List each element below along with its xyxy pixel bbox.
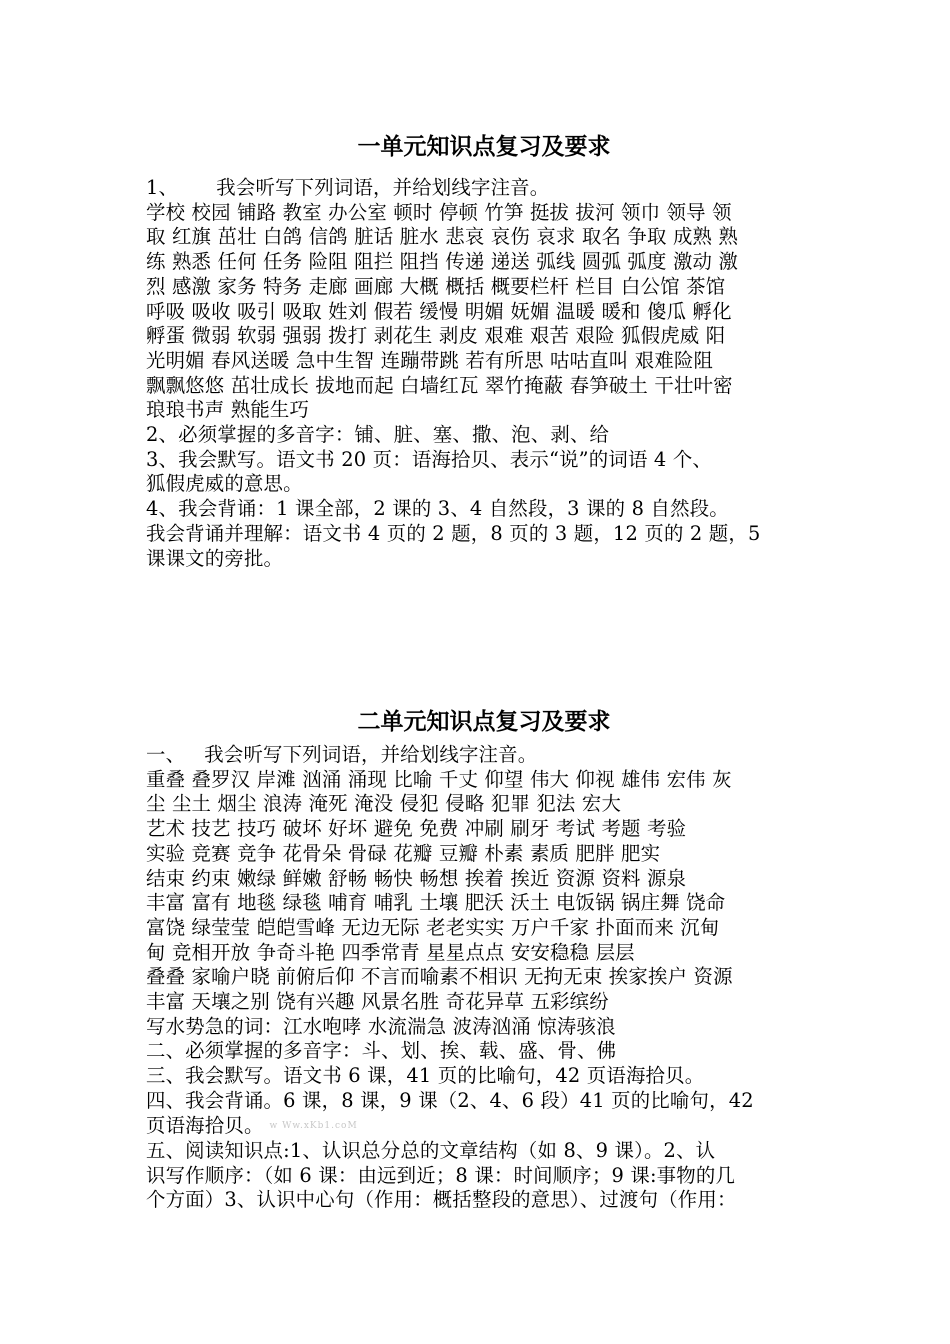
- unit1-line: 学校 校园 铺路 教室 办公室 顿时 停顿 竹笋 挺拔 拔河 领巾 领导 领: [146, 200, 732, 224]
- unit2-line: [146, 1114, 812, 1139]
- unit1-line: 琅琅书声 熟能生巧: [146, 398, 310, 422]
- unit2-line: 写水势急的词：江水咆哮 水流湍急 波涛汹涌 惊涛骇浪: [146, 1014, 616, 1038]
- unit1-line: 光明媚 春风送暖 急中生智 连蹦带跳 若有所思 咕咕直叫 艰难险阻: [146, 348, 714, 372]
- unit1-line: 2、必须掌握的多音字：铺、脏、塞、撒、泡、剥、给: [146, 423, 610, 447]
- unit2-line-text: 页语海拾贝。: [146, 1113, 264, 1137]
- unit2-line: 个方面）3、认识中心句（作用：概括整段的意思）、过渡句（作用：: [146, 1188, 737, 1212]
- unit2-line: 四、我会背诵。6 课，8 课，9 课（2、4、6 段）41 页的比喻句，42: [146, 1088, 754, 1112]
- unit2-section: [146, 705, 812, 1213]
- unit2-line: 甸 竞相开放 争奇斗艳 四季常青 星星点点 安安稳稳 层层: [146, 940, 635, 964]
- unit1-line: 飘飘悠悠 茁壮成长 拔地而起 白墙红瓦 翠竹掩蔽 春笋破土 干壮叶密: [146, 373, 733, 397]
- unit1-section: [146, 130, 812, 571]
- unit1-line: 4、我会背诵：1 课全部，2 课的 3、4 自然段，3 课的 8 自然段。: [146, 497, 729, 521]
- unit1-body: [146, 176, 812, 571]
- unit2-line: 三、我会默写。语文书 6 课，41 页的比喻句，42 页语海拾贝。: [146, 1064, 705, 1088]
- unit2-line: 重叠 叠罗汉 岸滩 汹涌 涌现 比喻 千丈 仰望 伟大 仰视 雄伟 宏伟 灰: [146, 767, 732, 791]
- unit2-line: 富饶 绿莹莹 皑皑雪峰 无边无际 老老实实 万户千家 扑面而来 沉甸: [146, 915, 720, 939]
- unit1-line: 我会背诵并理解：语文书 4 页的 2 题，8 页的 3 题，12 页的 2 题，5: [146, 521, 761, 545]
- unit1-title: 一单元知识点复习及要求: [357, 133, 611, 160]
- unit1-line: 1、 我会听写下列词语，并给划线字注音。: [146, 176, 550, 199]
- unit1-line: 呼吸 吸收 吸引 吸取 姓刘 假若 缓慢 明媚 妩媚 温暖 暖和 傻瓜 孵化: [146, 299, 732, 323]
- unit1-line: 练 熟悉 任何 任务 险阻 阻拦 阻挡 传递 递送 弧线 圆弧 弧度 激动 激: [146, 250, 739, 274]
- watermark: w Ww.xKb1.coM: [269, 1121, 358, 1132]
- unit2-body: [146, 743, 812, 1213]
- unit2-title: 二单元知识点复习及要求: [357, 708, 611, 735]
- unit2-line: 叠叠 家喻户晓 前俯后仰 不言而喻素不相识 无拘无束 挨家挨户 资源: [146, 965, 733, 989]
- unit2-line: 丰富 天壤之别 饶有兴趣 风景名胜 奇花异草 五彩缤纷: [146, 990, 609, 1014]
- unit1-line: 孵蛋 微弱 软弱 强弱 拨打 剥花生 剥皮 艰难 艰苦 艰险 狐假虎威 阳: [146, 324, 726, 348]
- unit1-line: 烈 感激 家务 特务 走廊 画廊 大概 概括 概要栏杆 栏目 白公馆 茶馆: [146, 274, 726, 298]
- unit2-line: 一、 我会听写下列词语，并给划线字注音。: [146, 743, 538, 766]
- unit1-line: 课课文的旁批。: [146, 546, 284, 570]
- unit2-line: 丰富 富有 地毯 绿毯 哺育 哺乳 土壤 肥沃 沃土 电饭锅 锅庄舞 饶命: [146, 891, 726, 915]
- unit1-line: 3、我会默写。语文书 20 页：语海拾贝、表示“说”的词语 4 个、: [146, 447, 713, 471]
- unit2-line: 实验 竞赛 竞争 花骨朵 骨碌 花瓣 豆瓣 朴素 素质 肥胖 肥实: [146, 841, 661, 865]
- unit1-line: 狐假虎威的意思。: [146, 472, 303, 496]
- unit2-line: 识写作顺序：（如 6 课：由远到近；8 课：时间顺序；9 课:事物的几: [146, 1163, 736, 1187]
- unit2-line: 五、阅读知识点:1、认识总分总的文章结构（如 8、9 课）。2、认: [146, 1138, 716, 1162]
- unit2-line: 结束 约束 嫩绿 鲜嫩 舒畅 畅快 畅想 挨着 挨近 资源 资料 源泉: [146, 866, 687, 890]
- unit2-line: 二、必须掌握的多音字：斗、划、挨、载、盛、骨、佛: [146, 1039, 617, 1063]
- unit2-line: 尘 尘土 烟尘 浪涛 淹死 淹没 侵犯 侵略 犯罪 犯法 宏大: [146, 792, 622, 816]
- unit2-line: 艺术 技艺 技巧 破坏 好坏 避免 免费 冲刷 刷牙 考试 考题 考验: [146, 817, 687, 841]
- unit1-line: 取 红旗 茁壮 白鸽 信鸽 脏话 脏水 悲哀 哀伤 哀求 取名 争取 成熟 熟: [146, 225, 739, 249]
